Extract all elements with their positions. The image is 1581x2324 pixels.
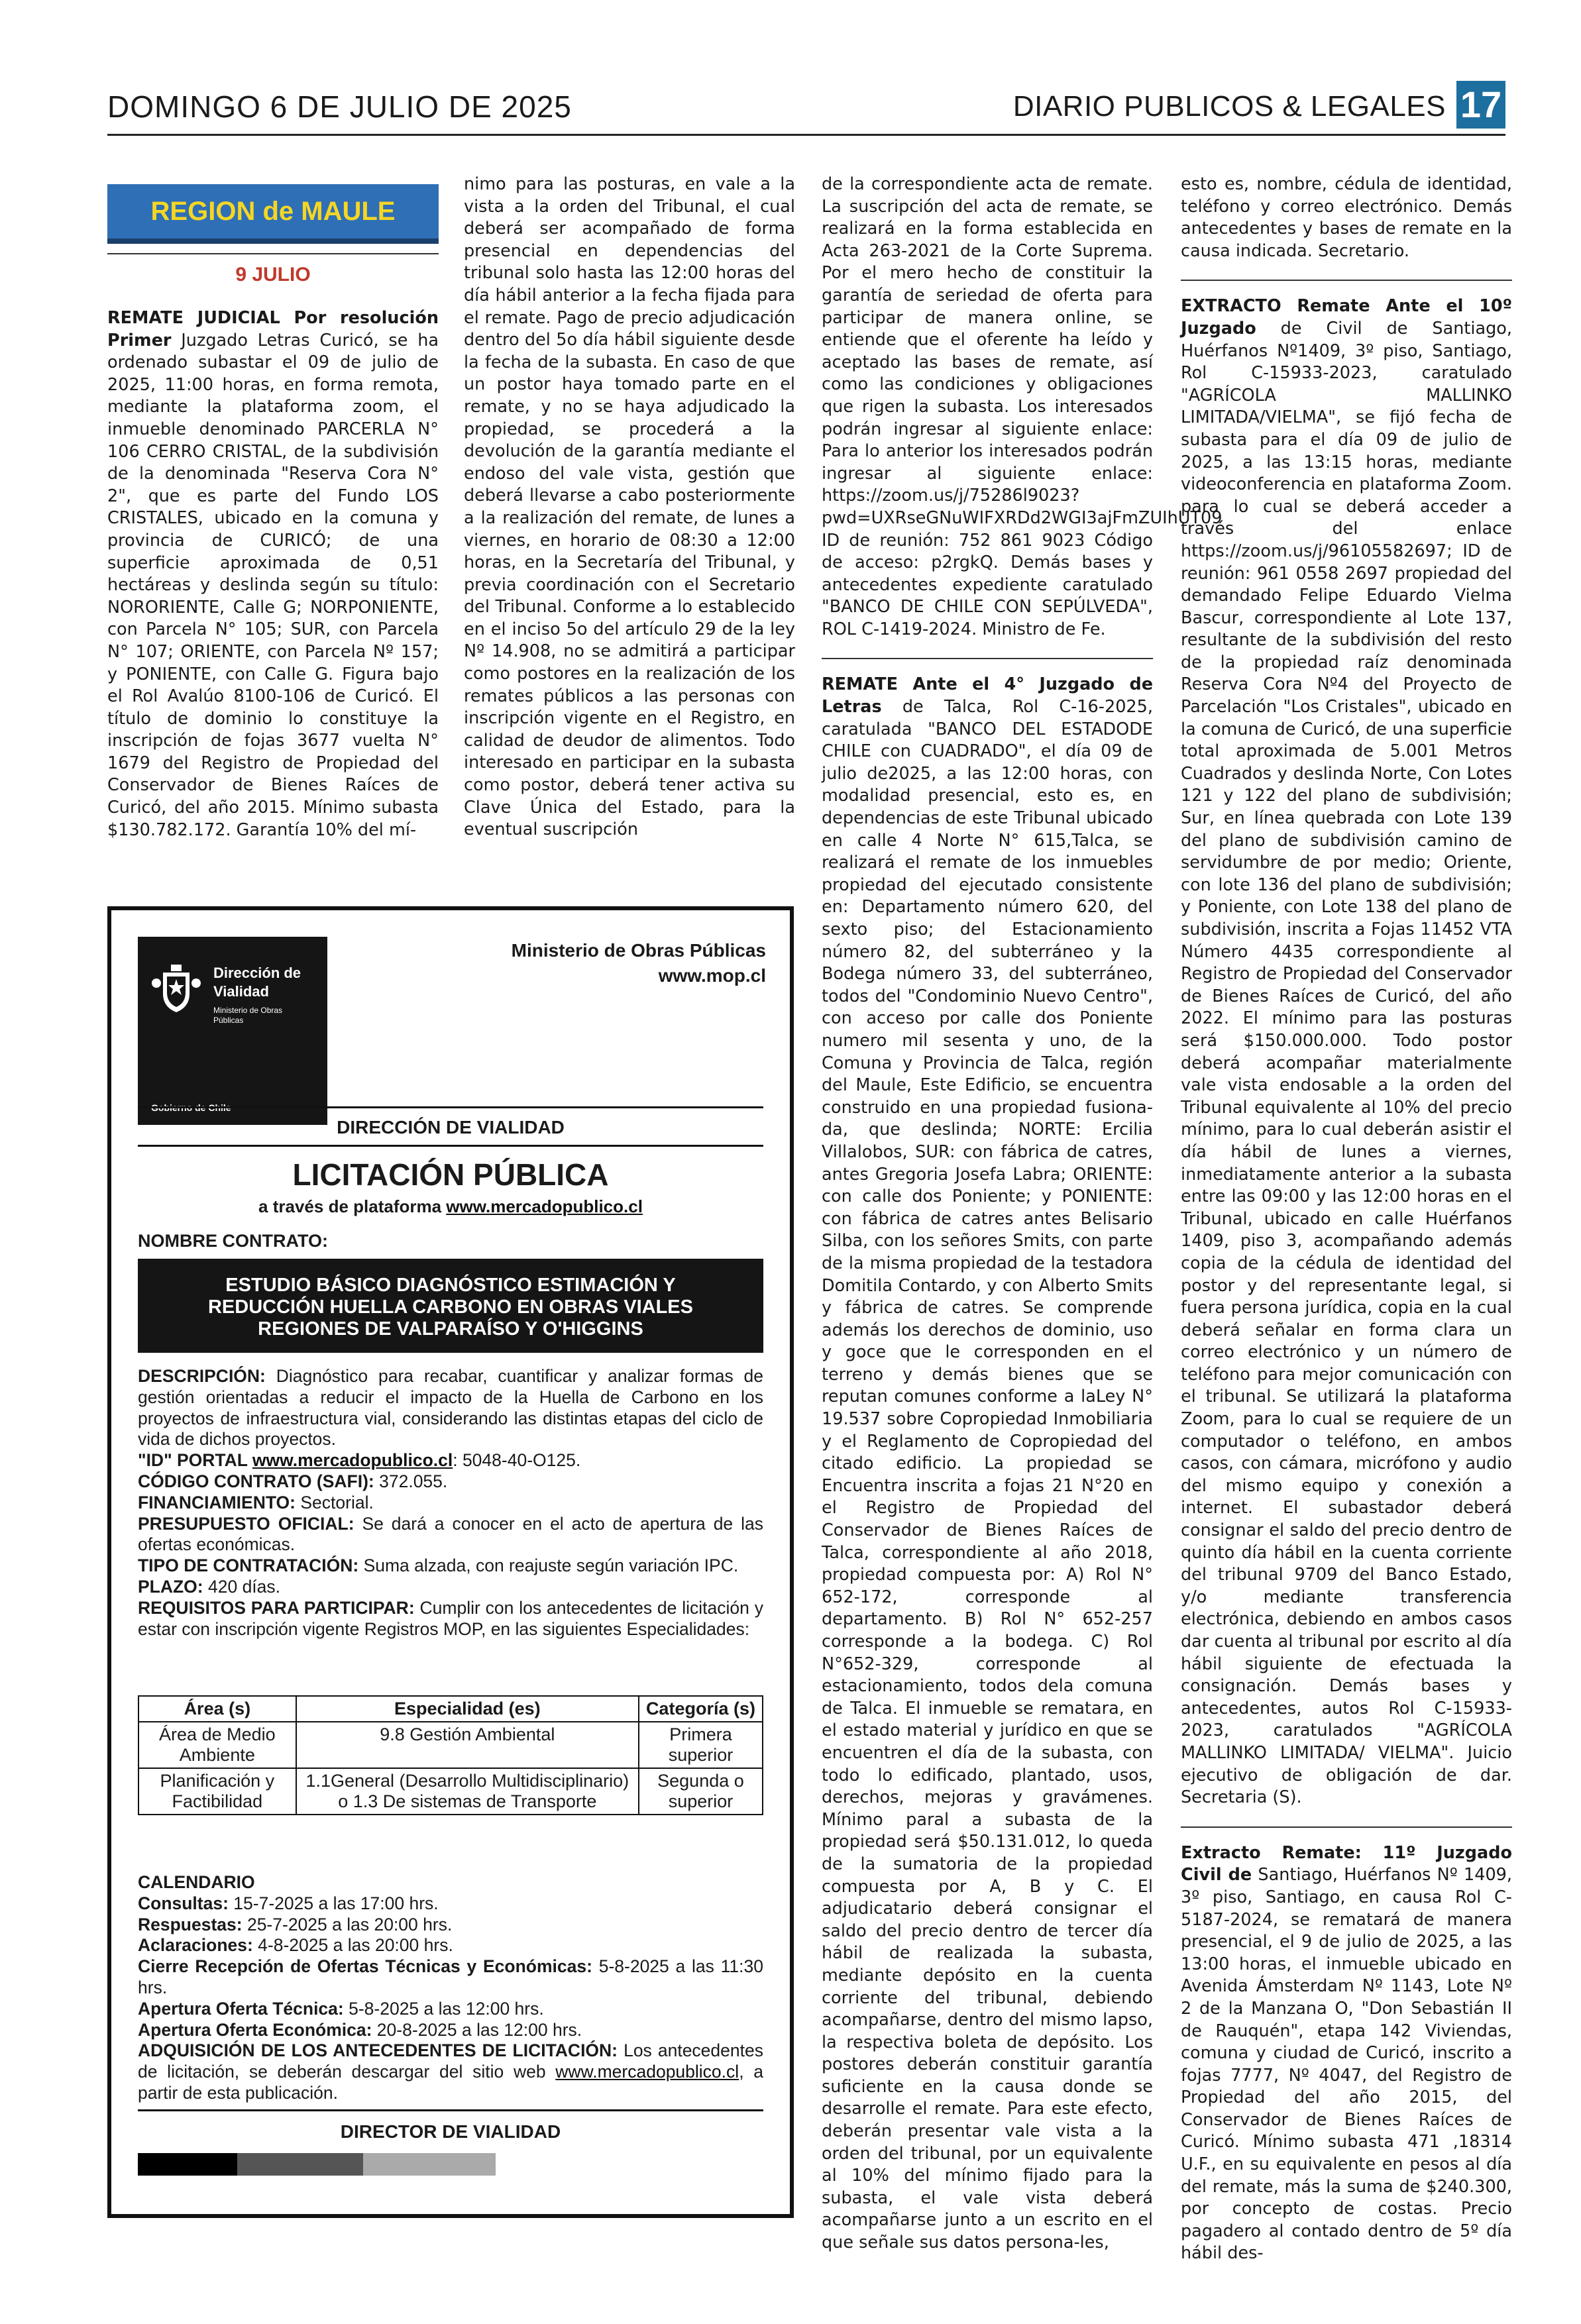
contract-line-3: REGIONES DE VALPARAÍSO Y O'HIGGINS (258, 1318, 643, 1340)
vialidad-logo (138, 937, 327, 1125)
plazo-value: 420 días. (203, 1576, 281, 1597)
calendar-item-value: 25-7-2025 a las 20:00 hrs. (242, 1914, 453, 1934)
notice-1-part-3: de la correspondiente acta de remate. La suscripción del acta de remate, se realizará en la forma establecida en Acta 263-2021 de la Corte Suprema. Por el mero hecho de constituir la garantía de seriedad de oferta para participar de manera online, se entiende que el oferente ha leído y aceptado las bases de remate, así como las condiciones y obligaciones que rigen la subasta. Los interesados podrán ingresar al siguiente enlace: Para lo anterior los interesados podrán ingresar al siguiente enlace: https://zoom.us/j/75286l9023?pwd=UXRseGNuWIFXRDd2WGI3ajFmZUIhUT09 ID de reunión: 752 861 9023 Código de acceso: p2rgkQ. Demás bases y antecedentes expediente caratulado "BANCO DE CHILE CON SEPÚLVEDA", ROL C-1419-2024. Ministro de Fe. (822, 174, 1223, 639)
codigo-contrato (138, 1471, 763, 1493)
notice-1-part-1 (107, 307, 439, 841)
notice-2 (822, 674, 1153, 2254)
divider (107, 253, 439, 254)
calendar-item-value: 15-7-2025 a las 17:00 hrs. (228, 1893, 439, 1913)
logo-line-1: Dirección de (213, 965, 301, 981)
page-number: 17 (1456, 81, 1505, 129)
column-3 (822, 174, 1223, 2254)
ministry-url: www.mop.cl (658, 965, 766, 986)
table-cell: Planificación y Factibilidad (138, 1768, 296, 1815)
calendario (138, 1872, 763, 2104)
table-cell: 1.1General (Desarrollo Multidisciplinario) o 1.3 De sistemas de Transporte (296, 1768, 639, 1815)
bar-segment (363, 2153, 496, 2176)
ad-direction: DIRECCIÓN DE VIALIDAD (337, 1117, 565, 1137)
calendar-item (138, 2020, 763, 2041)
codigo-label: CÓDIGO CONTRATO (SAFI): (138, 1471, 374, 1491)
logo-subtitle: Ministerio de Obras Públicas (213, 1006, 283, 1025)
divider (822, 658, 1153, 659)
header-date: DOMINGO 6 DE JULIO DE 2025 (107, 89, 572, 124)
tipo-label: TIPO DE CONTRATACIÓN: (138, 1556, 359, 1576)
notice-4 (1181, 1842, 1512, 2265)
especialidades-table (138, 1695, 763, 1815)
calendar-item-label: Consultas: (138, 1893, 229, 1913)
header-paper-name: DIARIO PUBLICOS & LEGALES (1012, 90, 1446, 123)
calendar-item-value: 4-8-2025 a las 20:00 hrs. (252, 1935, 453, 1956)
director-signature: DIRECTOR DE VIALIDAD (340, 2121, 561, 2142)
notice-1-part-2: nimo para las posturas, en vale a la vista a la orden del Tribunal, el cual deberá ser acompañado de forma presencial en dependencias del tribunal solo hasta las 12:00 horas del día hábil anterior a la fecha fijada para el remate. Pago de precio adjudicación dentro del 5o día hábil siguiente desde la fecha de la subasta. En caso de que un postor haya tomado parte en el remate, y no se haya adjudicado la propiedad, se procederá a la devolución de la garantía mediante el endoso del vale vista, gestión que deberá llevarse a cabo posteriormente a la realización del remate, de lunes a viernes, en horario de 08:30 a 12:00 horas, en la Secretaría del Tribunal, y previa coordinación con el Secretario del Tribunal. Conforme a lo establecido en el inciso 5o del artículo 29 de la ley Nº 14.908, no se admitirá a participar como postores en la realización de los remates públicos a las personas con inscripción vigente en el Registro, en calidad de deudor de alimentos. Todo interesado en participar en la subasta como postor, deberá tener activa su Clave Única del Estado, para la eventual suscripción (464, 174, 795, 840)
notice-2-text: de Talca, Rol C-16-2025, caratulada "BANCO DEL ESTADODE CHILE con CUADRADO", el día 09 de julio de2025, a las 12:00 horas, con modalidad presencial, esto es, en dependencias de este Tribunal ubicado en calle 4 Norte N° 615,Talca, se realizará el remate de los inmuebles propiedad del ejecutado consistente en: Departamento número 620, del sexto piso; del Estacionamiento número 82, del subterráneo y la Bodega número 33, del subterráneo, todos del "Condominio Nuevo Centro", con acceso por calle dos Poniente numero mil sesenta y uno, de la Comuna y Provincia de Talca, región del Maule, Este Edificio, se encuentra construido en una propiedad fusiona-da, que deslinda; NORTE: Ercilia Villalobos, SUR: con fábrica de catres, antes Gregoria Josefa Labra; ORIENTE: con calle dos Poniente; y PONIENTE: con fábrica de catres antes Belisario Silba, con los señores Smits, con parte de la misma propiedad de la testadora Domitila Contardo, y con Alberto Smits y fábrica de catres. Se comprende además los derechos de dominio, uso y goce que le corresponden en el terreno y demás bienes que se reputan comunes conforme a laLey N° 19.537 sobre Copropiedad Inmobiliaria y el Reglamento de Copropiedad del citado edificio. La propiedad se Encuentra inscrita a fojas 21 N°20 en el Registro de Propiedad del Conservador de Bienes Raíces de Talca, correspondiente al año 2018, propiedad compuesta por: A) Rol N° 652-172, corresponde al departamento. B) Rol N° 652-257 corresponde a la bodega. C) Rol N°652-329, corresponde al estacionamiento, todos dela comuna de Talca. El inmueble se rematara, en el estado material y jurídico en que se encuentren el día de la subasta, con todo lo edificado, plantado, usos, derechos, mejoras y gravámenes. Mínimo paral a subasta de la propiedad será $50.131.012, lo queda de la sumatoria de la propiedad compuesta por A, B y C. El adjudicatario deberá consignar el saldo del precio dentro de tercer día hábil de realizada la subasta, mediante depósito en la cuenta corriente del tribunal, debiendo acompañarse, dentro del mismo lapso, la respectiva boleta de depósito. Los postores deberán constituir garantía suficiente en la causa donde se desarrolle el remate. Para este efecto, deberán presentar vale vista a la orden del tribunal, por un equivalente al 10% del mínimo fijado para la subasta, el vale vista deberá acompañarse junto a un escrito en el que señale sus datos persona-les, (822, 697, 1153, 2253)
column-2 (464, 174, 795, 841)
table-header: Especialidad (es) (296, 1696, 639, 1722)
adquisicion (138, 2040, 763, 2103)
notice-3 (1181, 295, 1512, 1809)
codigo-value: 372.055. (374, 1471, 448, 1491)
contract-line-2: REDUCCIÓN HUELLA CARBONO EN OBRAS VIALES (207, 1296, 693, 1318)
coat-of-arms-icon (151, 963, 201, 1015)
calendar-item-value: 5-8-2025 a las 11:30 hrs. (138, 1956, 763, 1997)
descripcion-text: Diagnóstico para recabar, cuantificar y analizar formas de gestión orientadas a reducir el impacto de la Huella de Carbono en los proyectos de infraestructura vial, considerando las distintas etapas del ciclo de vida de dichos proyectos. (138, 1366, 763, 1450)
logo-line-2: Vialidad (213, 983, 269, 1000)
financiamiento-value: Sectorial. (296, 1492, 374, 1512)
table-cell: Primera superior (639, 1722, 763, 1768)
divider (138, 1145, 763, 1147)
portal-id (138, 1450, 763, 1471)
notice-1-text: Juzgado Letras Curicó, se ha ordenado subastar el 09 de julio de 2025, 11:00 horas, en forma remota, mediante la plataforma zoom, el inmueble denominado PARCERLA N° 106 CERRO CRISTAL, de la subdivisión de la denominada "Reserva Cora N° 2", que es parte del Fundo LOS CRISTALES, ubicado en la comuna y provincia de CURICÓ; de una superficie aproximada de 0,51 hectáreas y deslinda según su título: NORORIENTE, Calle G; NORPONIENTE, con Parcela N° 105; SUR, con Parcela N° 107; ORIENTE, con Parcela Nº 157; y PONIENTE, con Calle G. Figura bajo el Rol Avalúo 8100-106 de Curicó. El título de dominio lo constituye la inscripción de fojas 3677 vuelta N° 1679 del Registro de Propiedad del Conservador de Bienes Raíces de Curicó, del año 2015. Mínimo subasta $130.782.172. Garantía 10% del mí- (107, 330, 439, 840)
notice-2-cont: esto es, nombre, cédula de identidad, teléfono y correo electrónico. Demás antecedentes y bases de remate en la causa indicada. Secretario. (1181, 174, 1512, 261)
ad-subtitle (111, 1196, 790, 1217)
plazo (138, 1577, 763, 1598)
bar-segment (237, 2153, 363, 2176)
presupuesto-label: PRESUPUESTO OFICIAL: (138, 1513, 354, 1534)
presupuesto (138, 1514, 763, 1556)
ministry-block (512, 938, 766, 988)
divider (1181, 280, 1512, 281)
ministry-name: Ministerio de Obras Públicas (511, 940, 766, 961)
descripcion (138, 1366, 763, 1450)
table-header-row (138, 1696, 763, 1722)
calendar-item-value: 5-8-2025 a las 12:00 hrs. (343, 1998, 544, 2019)
plazo-label: PLAZO: (138, 1576, 203, 1597)
bar-segment (138, 2153, 237, 2176)
calendar-item-label: Respuestas: (138, 1914, 243, 1934)
notice-3-text: de Civil de Santiago, Huérfanos Nº1409, 3º piso, Santiago, Rol C-15933-2023, caratulado "AGRÍCOLA MALLINKO LIMITADA/VIELMA", se fijó fecha de subasta para el día 09 de julio de 2025, a las 13:15 horas, mediante videoconferencia en plataforma Zoom. para lo cual se deberá acceder a través del enlace https://zoom.us/j/96105582697; ID de reunión: 961 0558 2697 propiedad del demandado Felipe Eduardo Vielma Bascur, correspondiente al Lote 137, resultante de la subdivisión del resto de la propiedad raíz denominada Reserva Cora Nº4 del Proyecto de Parcelación "Los Cristales", ubicado en la comuna de Curicó, de una superficie total aproximada de 5.001 Metros Cuadrados y deslinda Norte, Con Lotes 121 y 122 del plano de subdivisión; Sur, en línea quebrada con Lote 139 del plano de subdivisión camino de servidumbre de por medio; Oriente, con lote 136 del plano de subdivisión; y Poniente, con Lote 138 del plano de subdivisión, inscrita a Fojas 11452 VTA Número 4435 correspondiente al Registro de Propiedad del Conservador de Bienes Raíces de Curicó, del año 2022. El mínimo para las posturas será $150.000.000. Todo postor deberá acompañar materialmente vale vista endosable a la orden del Tribunal equivalente al 10% del precio mínimo, para lo cual deberán asistir el día hábil de lunes a viernes, inmediatamente anterior a la subasta entre las 09:00 y las 12:00 horas en el Tribunal, ubicado en calle Huérfanos 1409, piso 3, acompañando además copia de la cédula de identidad del postor y del representante legal, si fuera persona jurídica, copia en la cual deberá señalar en forma clara un correo electrónico y un número de teléfono para mejor comunicación con el tribunal. Se utilizará la plataforma Zoom, para lo cual se requiere de un computador o teléfono, en ambos casos, con cámara, micrófono y audio del mismo equipo y conexión a internet. El subastador deberá consignar el saldo del precio dentro de quinto día hábil en la cuenta corriente del tribunal 9709 del Banco Estado, y/o mediante transferencia electrónica, debiendo en ambos casos dar cuenta al tribunal por escrito al día hábil siguiente de efectuada la consignación. Demás bases y antecedentes, autos Rol C-15933-2023, caratulados "AGRÍCOLA MALLINKO LIMITADA/ VIELMA". Juicio ejecutivo de obligación de dar. Secretaria (S). (1181, 318, 1512, 1808)
calendar-item (138, 1893, 763, 1915)
portal-id-label: "ID" PORTAL (138, 1450, 252, 1471)
notice-3-lead: EXTRACTO Remate Ante el 10º Juzgado (1181, 296, 1512, 339)
tipo-value: Suma alzada, con reajuste según variación IPC. (358, 1556, 739, 1576)
divider (1181, 1826, 1512, 1828)
logo-government: Gobierno de Chile (151, 1102, 231, 1113)
contract-line-1: ESTUDIO BÁSICO DIAGNÓSTICO ESTIMACIÓN Y (225, 1275, 676, 1296)
adquisicion-value: Los antecedentes de licitación, se deberán descargar del sitio web (138, 2040, 763, 2082)
date-heading: 9 JULIO (235, 264, 311, 286)
calendar-item (138, 1999, 763, 2020)
calendar-item-label: Cierre Recepción de Ofertas Técnicas y Económicas: (138, 1956, 592, 1977)
tipo-contratacion (138, 1556, 763, 1577)
descripcion-label: DESCRIPCIÓN: (138, 1366, 266, 1386)
mercadopublico-link[interactable]: www.mercadopublico.cl (446, 1196, 643, 1216)
contract-label: NOMBRE CONTRATO: (138, 1231, 328, 1251)
divider (138, 2109, 763, 2111)
notice-4-lead: Extracto Remate: 11º Juzgado Civil de (1181, 1842, 1512, 1885)
calendar-item-label: Apertura Oferta Económica: (138, 2019, 372, 2040)
calendar-item (138, 1915, 763, 1936)
adquisicion-tail: , a partir de esta publicación. (138, 2062, 763, 2103)
ad-title: LICITACIÓN PÚBLICA (292, 1157, 609, 1192)
table-cell: 9.8 Gestión Ambiental (296, 1722, 639, 1768)
presupuesto-value: Se dará a conocer en el acto de apertura de las ofertas económicas. (138, 1513, 763, 1555)
portal-id-link[interactable]: www.mercadopublico.cl (252, 1450, 453, 1471)
calendar-item (138, 1935, 763, 1956)
ad-subtitle-text: a través de plataforma (258, 1196, 447, 1216)
table-header: Categoría (s) (639, 1696, 763, 1722)
calendar-item-label: Aclaraciones: (138, 1935, 253, 1956)
adquisicion-link[interactable]: www.mercadopublico.cl (555, 2062, 739, 2082)
portal-id-value: : 5048-40-O125. (453, 1450, 581, 1471)
notice-2-lead: REMATE Ante el 4° Juzgado de Letras (822, 674, 1153, 717)
calendar-item-label: Apertura Oferta Técnica: (138, 1998, 344, 2019)
table-row (138, 1722, 763, 1768)
requisitos-value: Cumplir con los antecedentes de licitación y estar con inscripción vigente Registros MOP, en las siguientes Especialidades: (138, 1597, 763, 1639)
contract-name-box (138, 1259, 763, 1353)
column-4 (1181, 174, 1512, 2265)
region-banner: REGION de MAULE (107, 184, 439, 244)
adquisicion-label: ADQUISICIÓN DE LOS ANTECEDENTES DE LICITACIÓN: (138, 2040, 618, 2061)
calendar-item (138, 1956, 763, 1999)
column-1 (107, 307, 439, 841)
divider (138, 1106, 763, 1108)
requisitos-label: REQUISITOS PARA PARTICIPAR: (138, 1597, 415, 1618)
table-header: Área (s) (138, 1696, 296, 1722)
color-bar (138, 2153, 496, 2176)
table-cell: Área de Medio Ambiente (138, 1722, 296, 1768)
financiamiento (138, 1493, 763, 1514)
calendario-heading (138, 1872, 763, 1893)
notice-4-text: Santiago, Huérfanos Nº 1409, 3º piso, Santiago, en causa Rol C-5187-2024, se rematará de manera presencial, el 9 de julio de 2025, a las 13:00 horas, el inmueble ubicado en Avenida Ámsterdam Nº 1143, Lote Nº 2 de la Manzana O, "Don Sebastián II de Rauquén", etapa 142 Viviendas, comuna y ciudad de Curicó, inscrito a fojas 7777, Nº 4047, del Registro de Propiedad del año 2015, del Conservador de Bienes Raíces de Curicó. Mínimo subasta 471 ,18314 U.F., en su equivalente en pesos al día del remate, más la suma de $240.300, por concepto de costas. Precio pagadero al contado dentro de 5º día hábil des- (1181, 1865, 1512, 2264)
calendario-label: CALENDARIO (138, 1872, 255, 1892)
calendar-item-value: 20-8-2025 a las 12:00 hrs. (372, 2019, 582, 2040)
financiamiento-label: FINANCIAMIENTO: (138, 1492, 296, 1512)
page-header (107, 81, 1505, 136)
licitacion-ad (107, 906, 794, 2218)
notice-1-lead: REMATE JUDICIAL Por resolución Primer (107, 308, 439, 350)
table-row (138, 1768, 763, 1815)
requisitos (138, 1598, 763, 1640)
table-cell: Segunda o superior (639, 1768, 763, 1815)
ad-body (138, 1366, 763, 1640)
